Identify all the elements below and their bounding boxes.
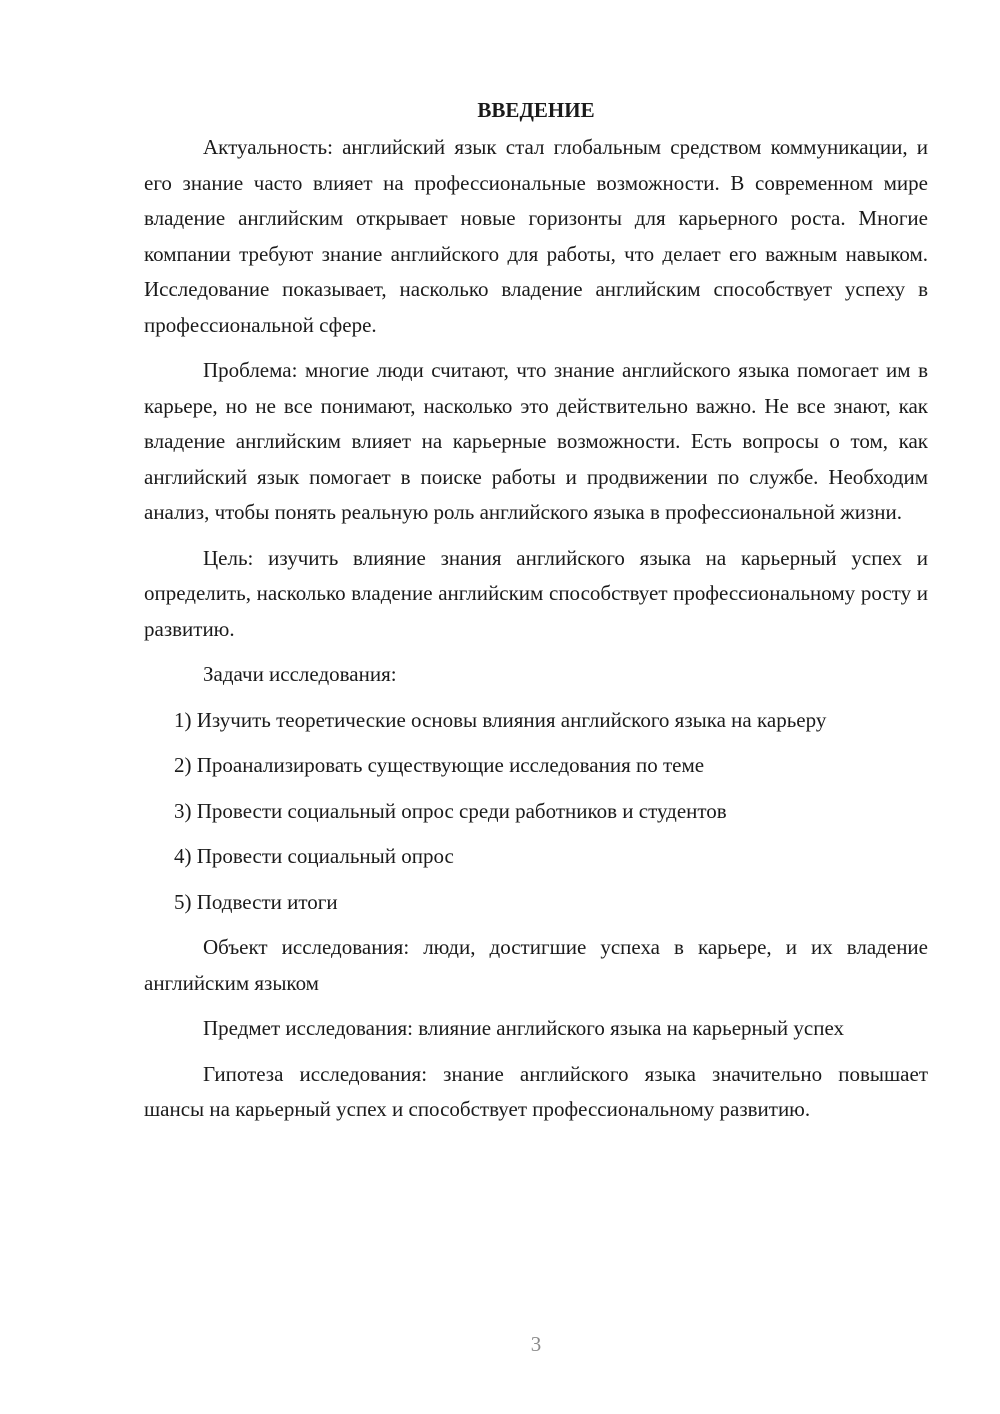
hypothesis-paragraph: Гипотеза исследования: знание английского языка значительно повышает шансы на карьерный успех и способствует профессиональному развитию.: [144, 1061, 928, 1121]
document-page: [144, 92, 928, 1138]
task-item: 2) Проанализировать существующие исследования по теме: [174, 753, 705, 777]
task-item: 5) Подвести итоги: [174, 889, 338, 914]
problem-paragraph: Проблема: многие люди считают, что знание английского языка помогает им в карьере, но не все понимают, насколько это действительно важно. Не все знают, как владение английским влияет на карьерные возможности. Есть вопросы о том, как английский язык помогает в поиске работы и продвижении по службе. Необходим анализ, чтобы понять реальную роль английского языка в профессиональной жизни.: [144, 358, 928, 524]
task-item: 1) Изучить теоретические основы влияния английского языка на карьеру: [174, 707, 827, 732]
task-item: 3) Провести социальный опрос среди работников и студентов: [174, 798, 727, 823]
section-title: ВВЕДЕНИЕ: [477, 98, 595, 122]
object-paragraph: Объект исследования: люди, достигшие успеха в карьере, и их владение английским языком: [144, 935, 928, 995]
page-number: 3: [530, 1332, 542, 1356]
task-item: 4) Провести социальный опрос: [174, 844, 454, 868]
goal-paragraph: Цель: изучить влияние знания английского языка на карьерный успех и определить, насколько владение английским способствует профессиональному росту и развитию.: [144, 545, 928, 641]
relevance-paragraph: Актуальность: английский язык стал глобальным средством коммуникации, и его знание часто влияет на профессиональные возможности. В современном мире владение английским открывает новые горизонты для карьерного роста. Многие компании требуют знание английского для работы, что делает его важным навыком. Исследование показывает, насколько владение английским способствует успеху в профессиональной сфере.: [144, 135, 928, 337]
tasks-heading: Задачи исследования:: [203, 662, 397, 686]
subject-paragraph: Предмет исследования: влияние английского языка на карьерный успех: [203, 1016, 844, 1040]
